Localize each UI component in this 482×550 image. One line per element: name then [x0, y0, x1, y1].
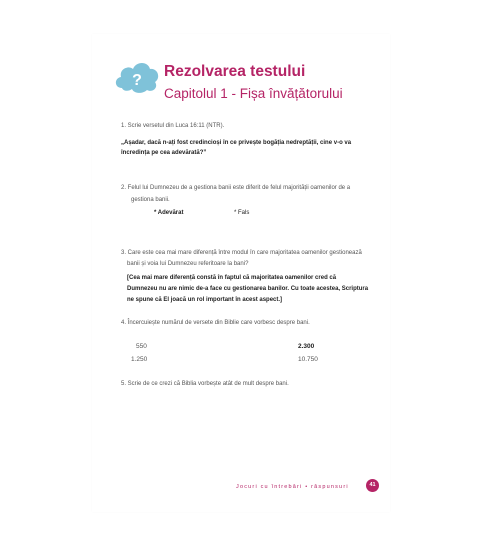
number-option-circled: 2.300	[298, 343, 315, 350]
footer-text: Jocuri cu întrebări • răspunsuri	[236, 484, 349, 490]
question-2-line-1: 2. Felul lui Dumnezeu de a gestiona banii este diferit de felul majorității oamenilor de a	[121, 185, 351, 191]
answer-1-line-2: încredința pe cea adevărată?”	[121, 150, 207, 156]
question-4: 4. Încercuiește numărul de versete din Biblie care vorbesc despre bani.	[121, 320, 310, 326]
question-cloud-icon	[112, 58, 162, 98]
question-3-line-2: banii și voia lui Dumnezeu referitoare la bani?	[127, 261, 249, 267]
number-option: 10.750	[298, 356, 318, 363]
question-2-line-2: gestiona banii.	[131, 197, 170, 203]
answer-1-line-1: „Așadar, dacă n-ați fost credincioși în ce privește bogăția nedreptății, cine v-o va	[121, 140, 352, 146]
question-5: 5. Scrie de ce crezi că Biblia vorbește atât de mult despre bani.	[121, 381, 289, 387]
option-fals: * Fals	[234, 210, 250, 216]
page-subtitle: Capitolul 1 - Fișa învățătorului	[164, 86, 343, 101]
question-1: 1. Scrie versetul din Luca 16:11 (NTR).	[121, 123, 225, 129]
answer-3-line-1: [Cea mai mare diferență constă în faptul că majoritatea oamenilor cred că	[127, 275, 337, 281]
number-option: 1.250	[131, 356, 148, 363]
answer-3-line-2: Dumnezeu nu are nimic de-a face cu gestionarea banilor. Cu toate acestea, Scriptura	[127, 286, 369, 292]
svg-text:?: ?	[132, 72, 142, 89]
option-adevarat: * Adevărat	[154, 210, 184, 216]
page-number-badge: 41	[366, 479, 379, 492]
number-option: 550	[136, 343, 147, 350]
page-title: Rezolvarea testului	[164, 63, 306, 80]
answer-3-line-3: ne spune că El joacă un rol important în acest aspect.]	[127, 297, 283, 303]
question-3-line-1: 3. Care este cea mai mare diferență între modul în care majoritatea oamenilor gestionează	[121, 250, 362, 256]
